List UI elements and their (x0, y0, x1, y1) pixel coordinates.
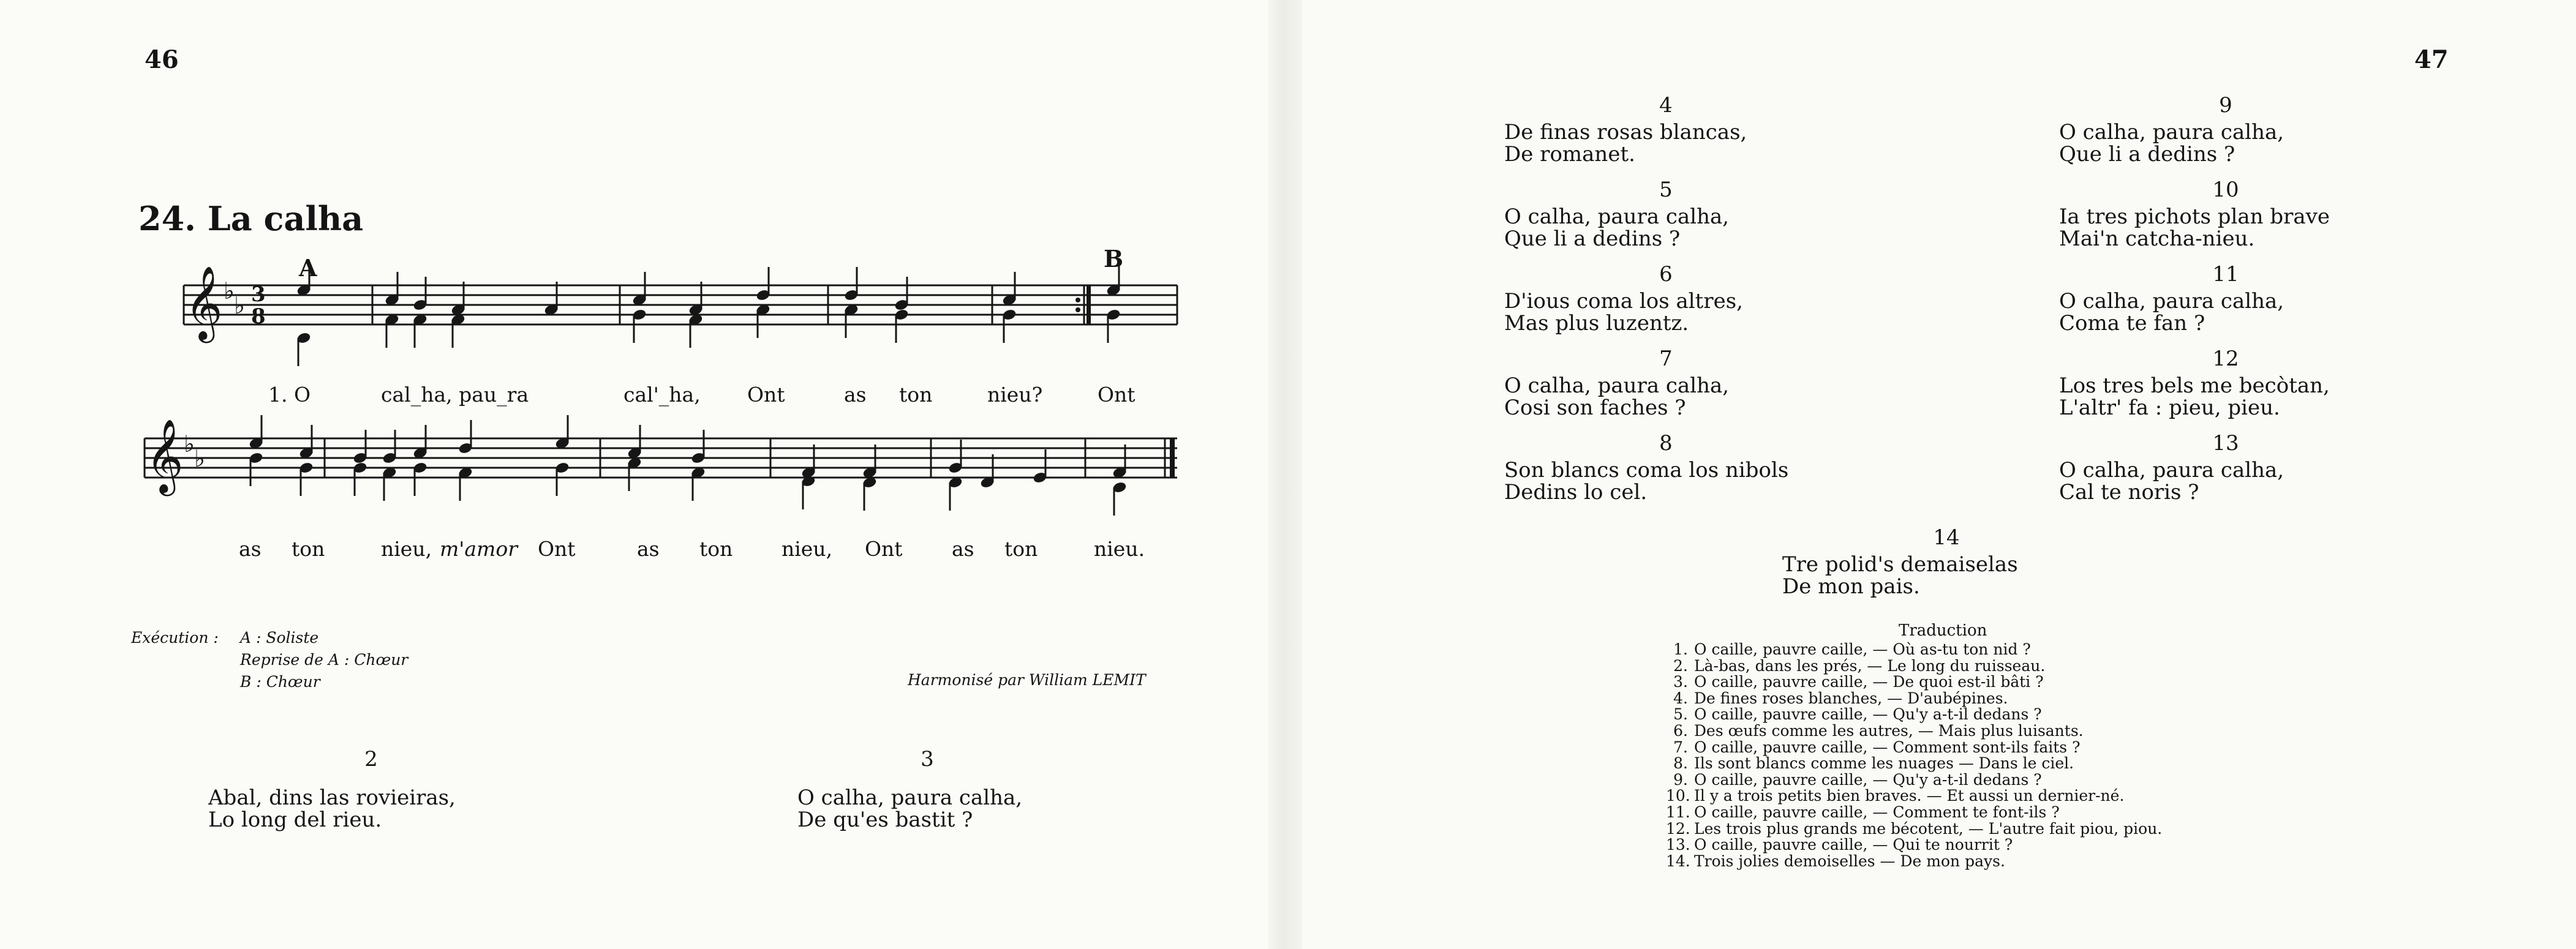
verse-line: Son blancs coma los nibols (1504, 458, 1789, 482)
translation-line-text: Il y a trois petits bien braves. — Et aussi un dernier-né. (1694, 787, 2125, 805)
verse-line: Que li a dedins ? (2059, 142, 2235, 167)
verse-line: Mas plus luzentz. (1504, 311, 1689, 336)
translation-line (1666, 772, 2162, 789)
verse-number: 11 (2212, 262, 2239, 287)
execution-line: B : Chœur (240, 673, 320, 691)
translation-line (1666, 821, 2162, 838)
translation-line (1666, 805, 2162, 821)
translation-line-text: O caille, pauvre caille, — Où as-tu ton nid ? (1694, 640, 2031, 658)
translation-line-text: Trois jolies demoiselles — De mon pays. (1694, 852, 2005, 870)
verse-number: 9 (2219, 93, 2232, 118)
section-b-mark: B (1104, 245, 1124, 272)
verse-line: Los tres bels me becòtan, (2059, 373, 2330, 398)
translation-line (1666, 707, 2162, 723)
verse-number: 3 (921, 747, 934, 771)
treble-clef-icon: 𝄞 (185, 265, 223, 340)
verse-line: Ia tres pichots plan brave (2059, 204, 2330, 229)
translation-line-number: 3. (1673, 673, 1688, 691)
lyric-syllable: Ont (1098, 383, 1135, 407)
execution-label: Exécution : (131, 629, 219, 647)
translation-line-text: O caille, pauvre caille, — Qui te nourrit ? (1694, 836, 2013, 854)
translation-line-text: O caille, pauvre caille, — Comment te font-ils ? (1694, 803, 2060, 821)
translation-line (1666, 691, 2162, 707)
lyric-syllable: ton (899, 383, 933, 407)
staff-2 (145, 438, 1177, 478)
staff-1 (184, 285, 1177, 324)
translation-line (1666, 642, 2162, 658)
staff-2-notes (249, 415, 1127, 516)
lyric-syllable: cal_ha, pau_ra (381, 383, 529, 407)
translation-line (1666, 837, 2162, 853)
translation-line (1666, 658, 2162, 675)
verse-number: 6 (1659, 262, 1673, 287)
translation-title: Traduction (1899, 621, 1987, 640)
translation-line (1666, 756, 2162, 772)
verse-line: De romanet. (1504, 142, 1635, 167)
flat-icon: ♭ (224, 277, 235, 304)
translation-line-text: O caille, pauvre caille, — Comment sont-ils faits ? (1694, 738, 2081, 756)
song-title: 24. La calha (138, 199, 364, 238)
verse-number: 7 (1659, 347, 1673, 371)
lyric-syllable: as (952, 537, 974, 561)
translation-line-number: 2. (1673, 656, 1688, 675)
verse-line: Mai'n catcha-nieu. (2059, 227, 2255, 251)
translation-line-text: Ils sont blancs comme les nuages — Dans le ciel. (1694, 754, 2074, 773)
translation-line-number: 14. (1666, 852, 1690, 870)
flat-icon: ♭ (194, 445, 205, 472)
lyric-syllable: Ont (747, 383, 785, 407)
lyric-syllable: Ont (538, 537, 576, 561)
time-signature: 3 (251, 282, 266, 307)
translation-line (1666, 853, 2162, 870)
final-bar (1170, 438, 1175, 478)
translation-list (1666, 642, 2162, 869)
harmonization-credit: Harmonisé par William LEMIT (908, 671, 1146, 689)
translation-line-text: Des œufs comme les autres, — Mais plus luisants. (1694, 721, 2084, 740)
verse-line: O calha, paura calha, (1504, 204, 1730, 229)
verse-line: Dedins lo cel. (1504, 480, 1648, 505)
verse-line: De qu'es bastit ? (797, 808, 973, 832)
translation-line (1666, 740, 2162, 756)
translation-line-text: O caille, pauvre caille, — De quoi est-il bâti ? (1694, 673, 2044, 691)
verse-number: 8 (1659, 431, 1673, 456)
translation-line-number: 11. (1666, 803, 1690, 821)
translation-line-number: 6. (1673, 721, 1688, 740)
verse-number: 5 (1659, 178, 1673, 202)
verse-number: 2 (364, 747, 378, 771)
translation-line (1666, 788, 2162, 805)
page-number-left: 46 (145, 45, 179, 74)
translation-line-text: De fines roses blanches, — D'aubépines. (1694, 689, 2008, 707)
time-signature: 8 (251, 304, 266, 329)
lyric-syllable: nieu, (781, 537, 833, 561)
repeat-bar (1087, 285, 1091, 324)
translation-line-text: Les trois plus grands me bécotent, — L'autre fait piou, piou. (1694, 819, 2163, 838)
translation-line-number: 8. (1673, 754, 1688, 773)
translation-line (1666, 674, 2162, 691)
lyric-syllable: nieu, (381, 537, 432, 561)
verse-number: 13 (2212, 431, 2239, 456)
flat-icon: ♭ (234, 292, 245, 319)
verse-line: O calha, paura calha, (1504, 373, 1730, 398)
lyric-syllable: nieu? (987, 383, 1043, 407)
lyric-syllable: ton (699, 537, 733, 561)
repeat-dot (1075, 298, 1080, 302)
verse-line: Tre polid's demaiselas (1782, 552, 2018, 577)
translation-line-number: 1. (1673, 640, 1688, 658)
lyric-syllable: 1. O (268, 383, 311, 407)
lyric-syllable: nieu. (1094, 537, 1145, 561)
translation-line-number: 7. (1673, 738, 1688, 756)
verse-number: 14 (1933, 525, 1960, 550)
verse-line: Lo long del rieu. (208, 808, 382, 832)
verse-line: L'altr' fa : pieu, pieu. (2059, 396, 2280, 420)
verse-line: Que li a dedins ? (1504, 227, 1681, 251)
lyric-syllable: cal'_ha, (623, 383, 701, 407)
flat-icon: ♭ (184, 430, 195, 457)
verse-line: Abal, dins las rovieiras, (208, 786, 456, 810)
translation-line-number: 13. (1666, 836, 1690, 854)
execution-line: A : Soliste (240, 629, 319, 647)
section-a-mark: A (299, 254, 317, 282)
verse-line: O calha, paura calha, (2059, 458, 2284, 482)
translation-line-number: 9. (1673, 770, 1688, 789)
repeat-dot (1075, 307, 1080, 312)
lyric-syllable: m'amor (440, 537, 518, 561)
lyric-syllable: ton (1004, 537, 1038, 561)
treble-clef-icon: 𝄞 (146, 418, 184, 493)
translation-line-number: 10. (1666, 787, 1690, 805)
verse-line: O calha, paura calha, (797, 786, 1023, 810)
translation-line-number: 4. (1673, 689, 1688, 707)
verse-number: 10 (2212, 178, 2239, 202)
verse-line: O calha, paura calha, (2059, 120, 2284, 144)
verse-line: D'ious coma los altres, (1504, 289, 1743, 313)
page-number-right: 47 (2414, 45, 2449, 74)
translation-line-number: 12. (1666, 819, 1690, 838)
translation-line-text: O caille, pauvre caille, — Qu'y a-t-il dedans ? (1694, 770, 2042, 789)
lyric-syllable: Ont (865, 537, 903, 561)
translation-line-text: O caille, pauvre caille, — Qu'y a-t-il dedans ? (1694, 705, 2042, 724)
lyric-syllable: as (239, 537, 262, 561)
verse-line: O calha, paura calha, (2059, 289, 2284, 313)
translation-line-number: 5. (1673, 705, 1688, 724)
verse-line: Cosi son faches ? (1504, 396, 1686, 420)
verse-line: Coma te fan ? (2059, 311, 2205, 336)
verse-line: Cal te noris ? (2059, 480, 2199, 505)
verse-number: 12 (2212, 347, 2239, 371)
verse-line: De mon pais. (1782, 574, 1920, 599)
lyric-syllable: ton (292, 537, 325, 561)
translation-line (1666, 723, 2162, 740)
lyric-syllable: as (844, 383, 867, 407)
translation-line-text: Là-bas, dans les prés, — Le long du ruisseau. (1694, 656, 2046, 675)
lyric-syllable: as (637, 537, 660, 561)
verse-number: 4 (1659, 93, 1673, 118)
verse-line: De finas rosas blancas, (1504, 120, 1747, 144)
execution-line: Reprise de A : Chœur (240, 651, 409, 669)
